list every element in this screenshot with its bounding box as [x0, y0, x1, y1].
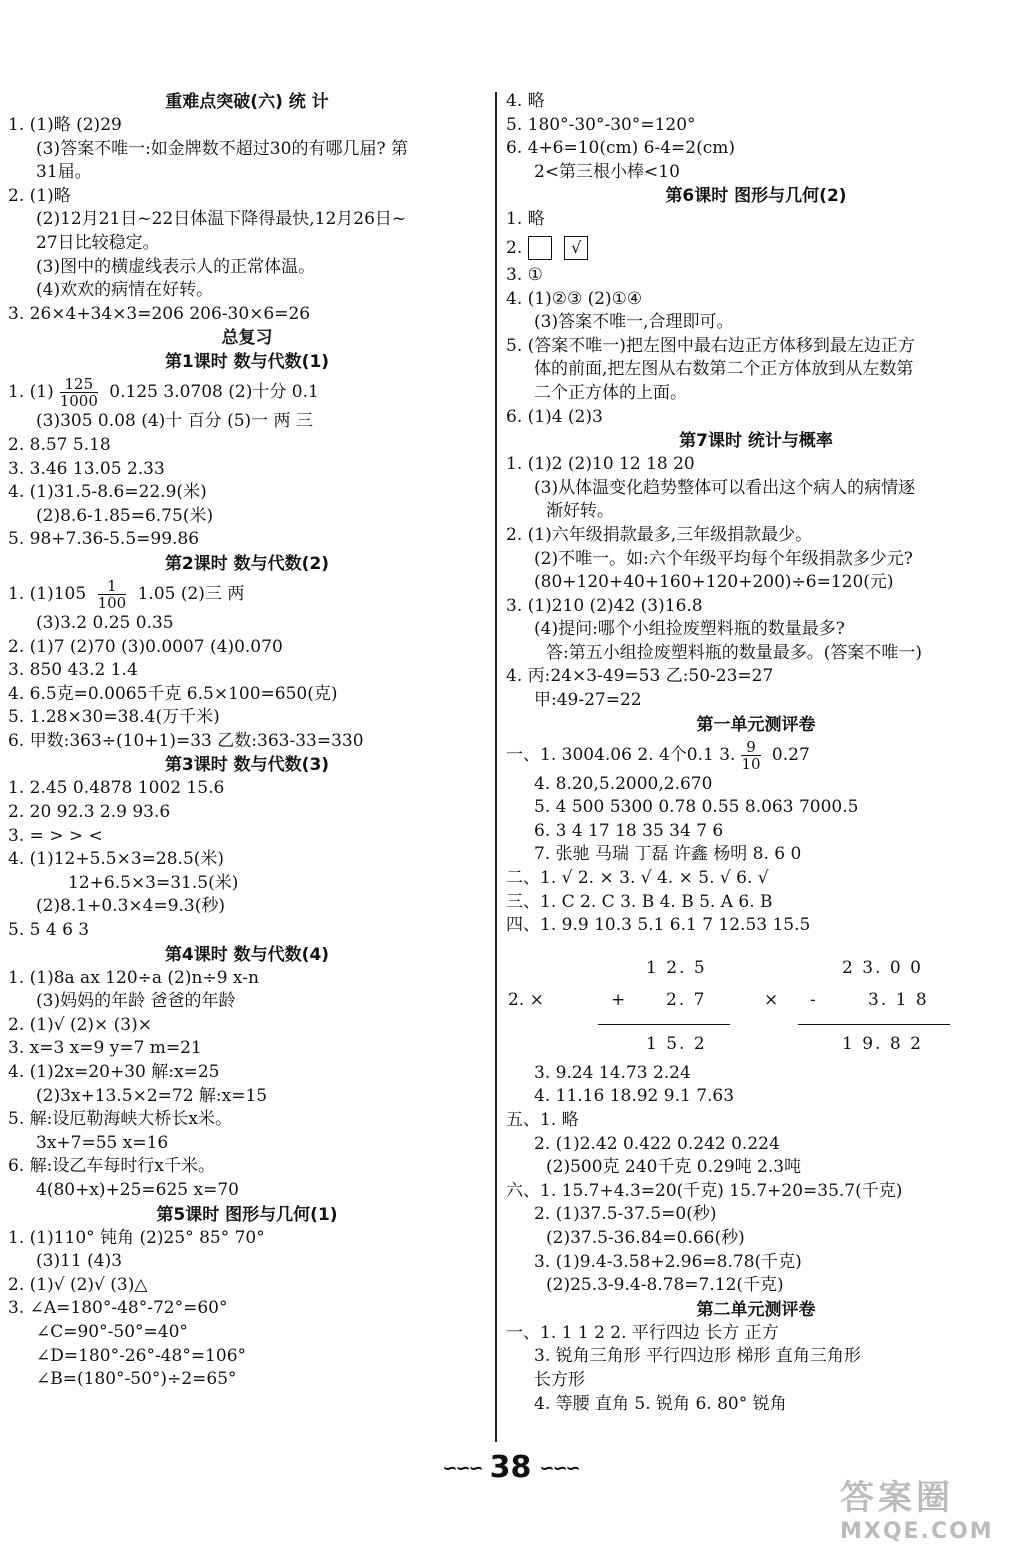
answer-line: (3)3.2 0.25 0.35 — [36, 612, 174, 633]
answer-line: 2. (1)37.5-37.5=0(秒) — [534, 1204, 717, 1225]
answer-line: 5. (答案不唯一)把左图中最右边正方体移到最左边正方 — [506, 335, 915, 356]
answer-line: 体的前面,把左图从右数第二个正方体放到从左数第 — [534, 359, 914, 380]
answer-line — [8, 576, 486, 612]
answer-line: 6. 甲数:363÷(10+1)=33 乙数:363-33=330 — [8, 730, 364, 751]
answer-box-empty — [528, 236, 552, 260]
answer-line: 甲:49-27=22 — [534, 690, 642, 711]
section-heading: 第4课时 数与代数(4) — [164, 944, 330, 965]
calc-b-op: - — [810, 989, 816, 1010]
answer-line: 4. 略 — [506, 91, 545, 111]
answer-line: (2)500克 240千克 0.29吨 2.3吨 — [546, 1157, 802, 1178]
answer-line: (3)答案不唯一:如金牌数不超过30的有哪几届? 第 — [36, 138, 408, 159]
section-heading: 总复习 — [221, 328, 273, 349]
answer-line: 1. (1)2 (2)10 12 18 20 — [506, 454, 695, 475]
answer-line: 长方形 — [534, 1369, 585, 1390]
answer-line: 1. 略 — [506, 209, 545, 230]
answer-line: 2. (1)略 — [8, 185, 71, 206]
right-column-part-b — [506, 1062, 1006, 1416]
fraction — [98, 578, 127, 611]
fraction — [60, 376, 98, 409]
answer-line: 1. 2.45 0.4878 1002 15.6 — [8, 778, 225, 799]
answer-line: 答:第五小组捡废塑料瓶的数量最多。(答案不唯一) — [546, 642, 922, 663]
answer-line: 2. 8.57 5.18 — [8, 434, 111, 455]
vertical-mark-2: × — [764, 989, 779, 1010]
calc-a-result: 1 5. 2 — [646, 1033, 707, 1054]
section-heading: 第3课时 数与代数(3) — [164, 755, 330, 776]
answer-line: 2. (1)7 (2)70 (3)0.0007 (4)0.070 — [8, 636, 283, 657]
calc-a-top: 1 2. 5 — [646, 957, 707, 978]
calc-a-line — [598, 1024, 730, 1026]
column-divider — [495, 92, 497, 1442]
answer-line: 四、1. 9.9 10.3 5.1 6.1 7 12.53 15.5 — [506, 915, 811, 936]
ornament-right-icon: ∽∽∽ — [539, 1458, 579, 1479]
answer-line: (3)图中的横虚线表示人的正常体温。 — [36, 256, 316, 277]
answer-line: 7. 张驰 马瑞 丁磊 许鑫 杨明 8. 6 0 — [534, 844, 802, 865]
answer-line: 6. 4+6=10(cm) 6-4=2(cm) — [506, 138, 736, 159]
calc-b-line — [798, 1024, 950, 1026]
answer-line: 3. ① — [506, 264, 543, 285]
answer-line: 3. (1)210 (2)42 (3)16.8 — [506, 595, 703, 616]
calc-b-bottom: 3. 1 8 — [868, 989, 929, 1010]
fraction-denominator: 10 — [741, 754, 761, 773]
answer-line: 3. = > > < — [8, 825, 103, 846]
section-heading: 第7课时 统计与概率 — [679, 431, 833, 452]
fraction-numerator: 9 — [741, 739, 760, 756]
answer-text: 1.05 (2)三 两 — [132, 583, 245, 604]
answer-line: 4. 8.20,5.2000,2.670 — [534, 773, 713, 794]
answer-line: (2)25.3-9.4-8.78=7.12(千克) — [546, 1275, 784, 1296]
answer-line: (2)12月21日~22日体温下降得最快,12月26日~ — [36, 209, 407, 230]
answer-line: 三、1. C 2. C 3. B 4. B 5. A 6. B — [506, 891, 773, 912]
answer-text: 1. (1)105 — [8, 583, 92, 604]
right-column — [506, 90, 1006, 1416]
answer-line: (2)8.1+0.3×4=9.3(秒) — [36, 896, 226, 917]
answer-line: 4. (1)31.5-8.6=22.9(米) — [8, 482, 207, 503]
answer-line: 2. (1)√ (2)√ (3)△ — [8, 1274, 148, 1295]
answer-line: 4. 丙:24×3-49=53 乙:50-23=27 — [506, 666, 774, 687]
answer-line: 2. (1)2.42 0.422 0.242 0.224 — [534, 1133, 780, 1154]
answer-line: (3)305 0.08 (4)十 百分 (5)一 两 三 — [36, 411, 313, 432]
fraction — [741, 739, 760, 772]
answer-line: 4. (1)12+5.5×3=28.5(米) — [8, 849, 225, 870]
answer-line: 5. 4 500 5300 0.78 0.55 8.063 7000.5 — [534, 797, 859, 818]
answer-line: 3. ∠A=180°-48°-72°=60° — [8, 1298, 228, 1319]
answer-line — [506, 737, 1006, 773]
section-heading: 第1课时 数与代数(1) — [164, 352, 330, 373]
section-heading: 第2课时 数与代数(2) — [164, 553, 330, 574]
answer-line: 6. 3 4 17 18 35 34 7 6 — [534, 820, 724, 841]
ornament-left-icon: ∽∽∽ — [442, 1458, 482, 1479]
answer-line: 27日比较稳定。 — [36, 232, 160, 253]
page-number-text: 38 — [489, 1450, 532, 1485]
answer-line: 2. 20 92.3 2.9 93.6 — [8, 802, 171, 823]
fraction-denominator: 100 — [97, 593, 127, 612]
section-heading: 第二单元测评卷 — [696, 1299, 816, 1320]
answer-line: 3. 3.46 13.05 2.33 — [8, 458, 165, 479]
answer-line: 1. (1)略 (2)29 — [8, 115, 122, 135]
answer-line: 4. 11.16 18.92 9.1 7.63 — [534, 1086, 735, 1107]
answer-line: 4. 6.5克=0.0065千克 6.5×100=650(克) — [8, 683, 338, 704]
watermark-line-2: MXQE.COM — [840, 1519, 994, 1544]
answer-line: 4. (1)②③ (2)①④ — [506, 288, 643, 309]
answer-line: (2)37.5-36.84=0.66(秒) — [546, 1227, 745, 1248]
answer-line: 3. 9.24 14.73 2.24 — [534, 1062, 691, 1083]
calc-b-top: 2 3. 0 0 — [842, 957, 923, 978]
answer-line: 5. 解:设厄勒海峡大桥长x米。 — [8, 1109, 232, 1130]
section-heading: 第一单元测评卷 — [696, 714, 816, 735]
answer-text: 0.27 — [766, 744, 810, 765]
answer-line: ∠C=90°-50°=40° — [36, 1321, 188, 1342]
answer-line: 12+6.5×3=31.5(米) — [68, 872, 239, 893]
answer-line: 6. (1)4 (2)3 — [506, 406, 603, 427]
answer-line: (4)欢欢的病情在好转。 — [36, 280, 214, 301]
answer-line: 二、1. √ 2. × 3. √ 4. × 5. √ 6. √ — [506, 868, 769, 889]
answer-box-checked: √ — [564, 236, 588, 260]
calc-b-result: 1 9. 8 2 — [842, 1033, 923, 1054]
watermark-logo — [840, 1470, 1015, 1544]
answer-line: (2)3x+13.5×2=72 解:x=15 — [36, 1085, 268, 1106]
answer-line: (3)妈妈的年龄 爸爸的年龄 — [36, 991, 236, 1012]
answer-text: 0.125 3.0708 (2)十分 0.1 — [103, 382, 319, 403]
answer-line: (2)不唯一。如:六个年级平均每个年级捐款多少元? — [534, 548, 913, 569]
answer-line: 6. 解:设乙车每时行x千米。 — [8, 1156, 215, 1177]
answer-line: ∠D=180°-26°-48°=106° — [36, 1345, 247, 1366]
calc-a-op: + — [611, 989, 626, 1010]
answer-line: 五、1. 略 — [506, 1110, 579, 1130]
answer-line: 3. 锐角三角形 平行四边形 梯形 直角三角形 — [534, 1346, 861, 1367]
calc-a-bottom: 2. 7 — [666, 989, 707, 1010]
left-column — [8, 90, 486, 1392]
answer-line — [8, 374, 486, 410]
answer-text: 2. — [506, 237, 523, 258]
answer-line: 4. 等腰 直角 5. 锐角 6. 80° 锐角 — [534, 1393, 787, 1414]
answer-line: 3. (1)9.4-3.58+2.96=8.78(千克) — [534, 1251, 802, 1272]
answer-line: 4(80+x)+25=625 x=70 — [36, 1179, 239, 1200]
section-heading: 重难点突破(六) 统 计 — [165, 92, 329, 112]
answer-line: 渐好转。 — [546, 501, 614, 522]
answer-line: 3x+7=55 x=16 — [36, 1132, 169, 1153]
answer-line: (3)答案不唯一,合理即可。 — [534, 312, 734, 333]
answer-line: 1. (1)110° 钝角 (2)25° 85° 70° — [8, 1227, 265, 1248]
answer-line: (4)提问:哪个小组捡废塑料瓶的数量最多? — [534, 619, 845, 640]
right-column-part-a — [506, 90, 1006, 938]
fraction-numerator: 125 — [60, 376, 98, 393]
answer-line: 1. (1)8a ax 120÷a (2)n÷9 x-n — [8, 967, 259, 988]
answer-text: 1. (1) — [8, 382, 54, 403]
answer-line: 5. 5 4 6 3 — [8, 920, 90, 941]
answer-line: 3. x=3 x=9 y=7 m=21 — [8, 1038, 202, 1059]
fraction-denominator: 1000 — [59, 392, 98, 411]
answer-line: 3. 850 43.2 1.4 — [8, 660, 138, 681]
answer-line: 31届。 — [36, 162, 92, 183]
fraction-numerator: 1 — [98, 578, 127, 595]
vertical-calculations — [506, 938, 1006, 1062]
answer-line: 5. 1.28×30=38.4(万千米) — [8, 707, 220, 728]
answer-line: 4. (1)2x=20+30 解:x=25 — [8, 1062, 220, 1082]
answer-line: (3)11 (4)3 — [36, 1251, 123, 1272]
answer-line: 一、1. 1 1 2 2. 平行四边 长方 正方 — [506, 1322, 779, 1343]
answer-line: (80+120+40+160+120+200)÷6=120(元) — [534, 572, 894, 593]
answer-line: 3. 26×4+34×3=206 206-30×6=26 — [8, 303, 311, 324]
answer-line: 5. 180°-30°-30°=120° — [506, 114, 696, 135]
answer-line: ∠B=(180°-50°)÷2=65° — [36, 1369, 237, 1390]
answer-line: (3)从体温变化趋势整体可以看出这个病人的病情逐 — [534, 477, 916, 498]
answer-line: (2)8.6-1.85=6.75(米) — [36, 505, 214, 526]
answer-line: 5. 98+7.36-5.5=99.86 — [8, 529, 200, 550]
watermark-line-1: 答案圈 — [840, 1478, 954, 1518]
section-heading: 第5课时 图形与几何(1) — [156, 1204, 338, 1225]
answer-text: 一、1. 3004.06 2. 4个0.1 3. — [506, 744, 736, 765]
answer-line: 二个正方体的上面。 — [534, 382, 687, 403]
answer-line: 2<第三根小棒<10 — [534, 161, 680, 182]
answer-line: 2. (1)六年级捐款最多,三年级捐款最少。 — [506, 524, 813, 545]
answer-line: 六、1. 15.7+4.3=20(千克) 15.7+20=35.7(千克) — [506, 1180, 903, 1201]
vertical-label: 2. × — [508, 989, 544, 1010]
section-heading: 第6课时 图形与几何(2) — [665, 186, 847, 207]
answer-line: 2. (1)√ (2)× (3)× — [8, 1014, 152, 1035]
answer-line — [506, 232, 1006, 264]
